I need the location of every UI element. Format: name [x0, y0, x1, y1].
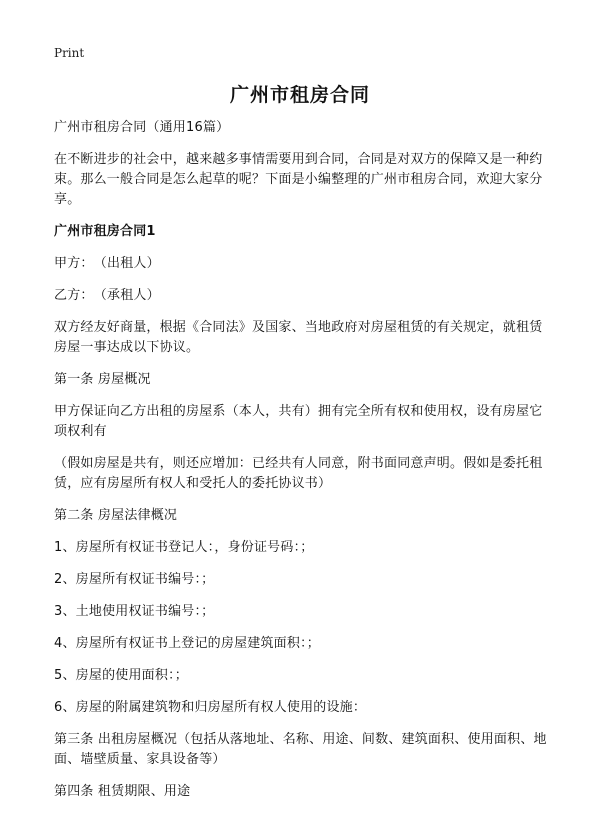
- paragraph: 双方经友好商量，根据《合同法》及国家、当地政府对房屋租赁的有关规定，就租赁房屋一事达成以下协议。: [54, 320, 543, 355]
- paragraph: 第三条 出租房屋概况（包括从落地址、名称、用途、间数、建筑面积、使用面积、地面、墙壁质量、家具设备等）: [54, 732, 547, 767]
- print-link[interactable]: Print: [54, 46, 85, 60]
- paragraph: 1、房屋所有权证书登记人：，身份证号码：；: [54, 540, 314, 555]
- page-title: 广州市租房合同: [229, 84, 370, 106]
- paragraph: （假如房屋是共有，则还应增加：已经共有人同意，附书面同意声明。假如是委托租赁，应有房屋所有权人和受托人的委托协议书）: [54, 456, 543, 491]
- paragraph: 第一条 房屋概况: [54, 372, 151, 387]
- section-heading: 广州市租房合同1: [54, 224, 156, 239]
- paragraph: 第二条 房屋法律概况: [54, 508, 178, 523]
- paragraph: 3、土地使用权证书编号：；: [54, 604, 215, 619]
- paragraph: 5、房屋的使用面积：；: [54, 668, 188, 683]
- paragraph: 在不断进步的社会中，越来越多事情需要用到合同，合同是对双方的保障又是一种约束。那么一般合同是怎么起草的呢？下面是小编整理的广州市租房合同，欢迎大家分享。: [54, 152, 543, 207]
- paragraph: 6、房屋的附属建筑物和归房屋所有权人使用的设施：: [54, 700, 367, 715]
- paragraph: 甲方： （出租人）: [54, 256, 160, 271]
- paragraph: 第四条 租赁期限、用途: [54, 784, 191, 799]
- paragraph: 广州市租房合同（通用16篇）: [54, 120, 230, 135]
- paragraph: 甲方保证向乙方出租的房屋系（本人，共有）拥有完全所有权和使用权，设有房屋它项权利有: [54, 404, 543, 439]
- document-body: [54, 118, 554, 814]
- paragraph: 乙方： （承租人）: [54, 288, 160, 303]
- paragraph: 2、房屋所有权证书编号：；: [54, 572, 215, 587]
- paragraph: 4、房屋所有权证书上登记的房屋建筑面积：；: [54, 636, 320, 651]
